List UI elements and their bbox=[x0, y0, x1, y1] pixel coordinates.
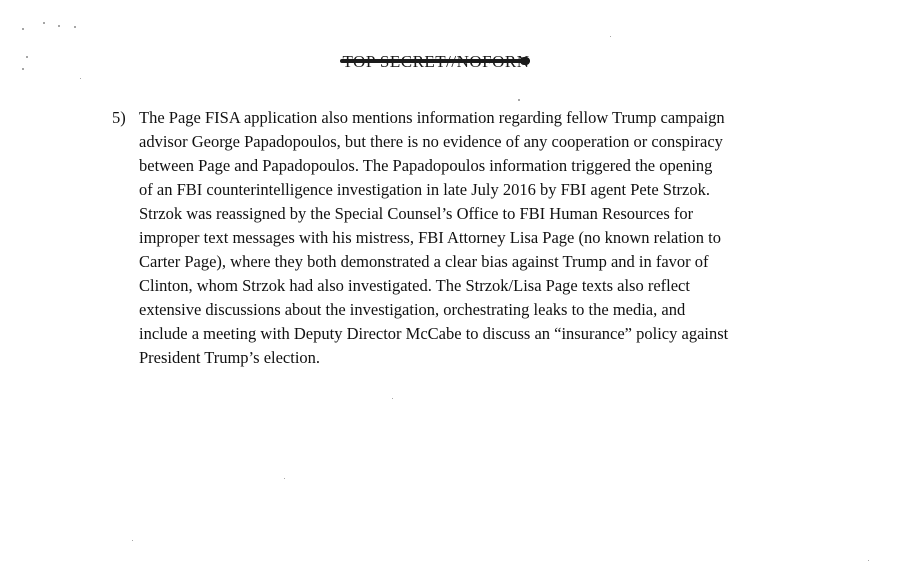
scan-speck bbox=[22, 68, 24, 70]
scan-speck bbox=[392, 398, 393, 399]
scan-speck bbox=[58, 25, 60, 27]
paragraph-line: Carter Page), where they both demonstrated a clear bias against Trump and in favor of bbox=[139, 252, 709, 271]
scan-speck bbox=[868, 560, 869, 561]
paragraph-line: of an FBI counterintelligence investigation in late July 2016 by FBI agent Pete Strzok. bbox=[139, 180, 710, 199]
scan-speck bbox=[80, 78, 81, 79]
paragraph-body bbox=[139, 106, 819, 370]
scan-speck bbox=[26, 56, 28, 58]
scan-speck bbox=[43, 22, 45, 24]
paragraph-line: The Page FISA application also mentions information regarding fellow Trump campaign bbox=[139, 108, 725, 127]
paragraph-line: improper text messages with his mistress, FBI Attorney Lisa Page (no known relation to bbox=[139, 228, 722, 247]
redaction-strike bbox=[340, 59, 530, 63]
classification-marking bbox=[340, 52, 532, 74]
paragraph-number: 5) bbox=[112, 108, 126, 127]
scan-speck bbox=[74, 26, 76, 28]
paragraph-line: extensive discussions about the investigation, orchestrating leaks to the media, and bbox=[139, 300, 686, 319]
redaction-strike-end bbox=[520, 57, 530, 65]
paragraph-line: President Trump’s election. bbox=[139, 348, 321, 367]
paragraph-line: include a meeting with Deputy Director McCabe to discuss an “insurance” policy against bbox=[139, 324, 729, 343]
scan-speck bbox=[518, 99, 520, 101]
scan-speck bbox=[132, 540, 133, 541]
scan-speck bbox=[284, 478, 285, 479]
paragraph-line: Clinton, whom Strzok had also investigated. The Strzok/Lisa Page texts also reflect bbox=[139, 276, 690, 295]
scan-speck bbox=[22, 28, 24, 30]
scan-speck bbox=[610, 36, 611, 37]
paragraph-line: Strzok was reassigned by the Special Counsel’s Office to FBI Human Resources for bbox=[139, 204, 694, 223]
paragraph-line: between Page and Papadopoulos. The Papadopoulos information triggered the opening bbox=[139, 156, 713, 175]
paragraph-line: advisor George Papadopoulos, but there is no evidence of any cooperation or conspiracy bbox=[139, 132, 723, 151]
